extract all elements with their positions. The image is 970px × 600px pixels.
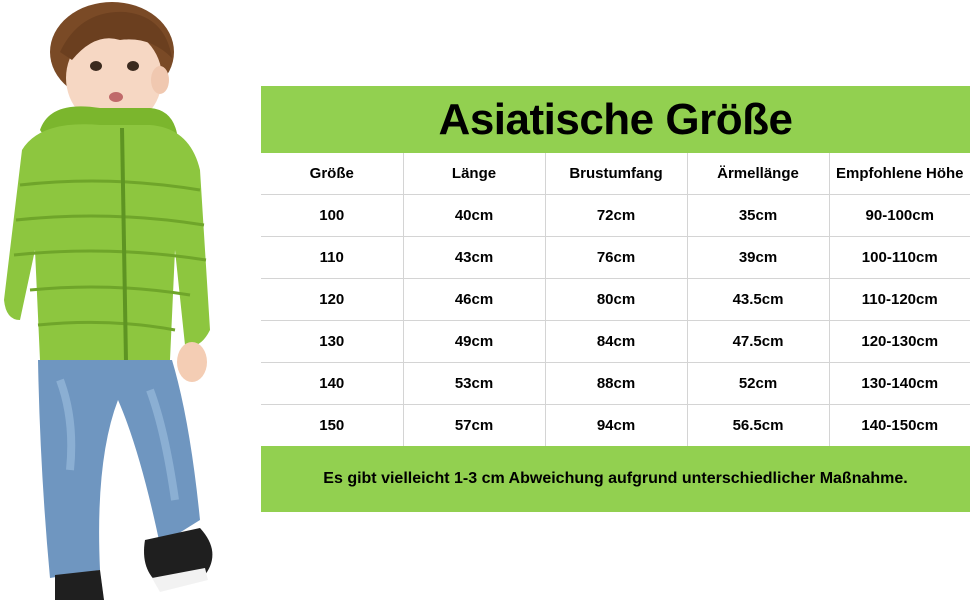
cell-length: 46cm: [403, 279, 545, 321]
cell-chest: 76cm: [545, 237, 687, 279]
left-eye: [90, 61, 102, 71]
cell-sleeve: 35cm: [687, 195, 829, 237]
chart-title: Asiatische Größe: [261, 86, 970, 153]
mouth: [109, 92, 123, 102]
cell-length: 40cm: [403, 195, 545, 237]
cell-length: 43cm: [403, 237, 545, 279]
table-row: [261, 405, 970, 447]
cell-chest: 80cm: [545, 279, 687, 321]
cell-height: 110-120cm: [829, 279, 970, 321]
table-header-row: [261, 153, 970, 195]
cell-height: 120-130cm: [829, 321, 970, 363]
table-row: [261, 195, 970, 237]
cell-height: 130-140cm: [829, 363, 970, 405]
cell-length: 49cm: [403, 321, 545, 363]
left-shoe: [55, 570, 104, 600]
cell-chest: 94cm: [545, 405, 687, 447]
cell-sleeve: 39cm: [687, 237, 829, 279]
cell-sleeve: 43.5cm: [687, 279, 829, 321]
size-chart: [261, 86, 970, 512]
cell-length: 53cm: [403, 363, 545, 405]
right-eye: [127, 61, 139, 71]
cell-size: 130: [261, 321, 403, 363]
table-row: [261, 237, 970, 279]
cell-size: 150: [261, 405, 403, 447]
cell-size: 110: [261, 237, 403, 279]
cell-length: 57cm: [403, 405, 545, 447]
cell-chest: 72cm: [545, 195, 687, 237]
cell-size: 100: [261, 195, 403, 237]
ear: [151, 66, 169, 94]
cell-sleeve: 52cm: [687, 363, 829, 405]
cell-height: 90-100cm: [829, 195, 970, 237]
table-row: [261, 321, 970, 363]
column-header-length: Länge: [403, 153, 545, 195]
cell-size: 140: [261, 363, 403, 405]
cell-sleeve: 56.5cm: [687, 405, 829, 447]
chart-note: Es gibt vielleicht 1-3 cm Abweichung aufgrund unterschiedlicher Maßnahme.: [261, 446, 970, 512]
jacket-body: [4, 124, 210, 366]
size-table: [261, 153, 970, 446]
cell-sleeve: 47.5cm: [687, 321, 829, 363]
column-header-size: Größe: [261, 153, 403, 195]
cell-chest: 88cm: [545, 363, 687, 405]
table-row: [261, 363, 970, 405]
cell-height: 140-150cm: [829, 405, 970, 447]
column-header-height: Empfohlene Höhe: [829, 153, 970, 195]
cell-chest: 84cm: [545, 321, 687, 363]
cell-height: 100-110cm: [829, 237, 970, 279]
cell-size: 120: [261, 279, 403, 321]
table-row: [261, 279, 970, 321]
child-photo: [0, 0, 240, 600]
column-header-sleeve: Ärmellänge: [687, 153, 829, 195]
column-header-chest: Brustumfang: [545, 153, 687, 195]
hand: [177, 342, 207, 382]
